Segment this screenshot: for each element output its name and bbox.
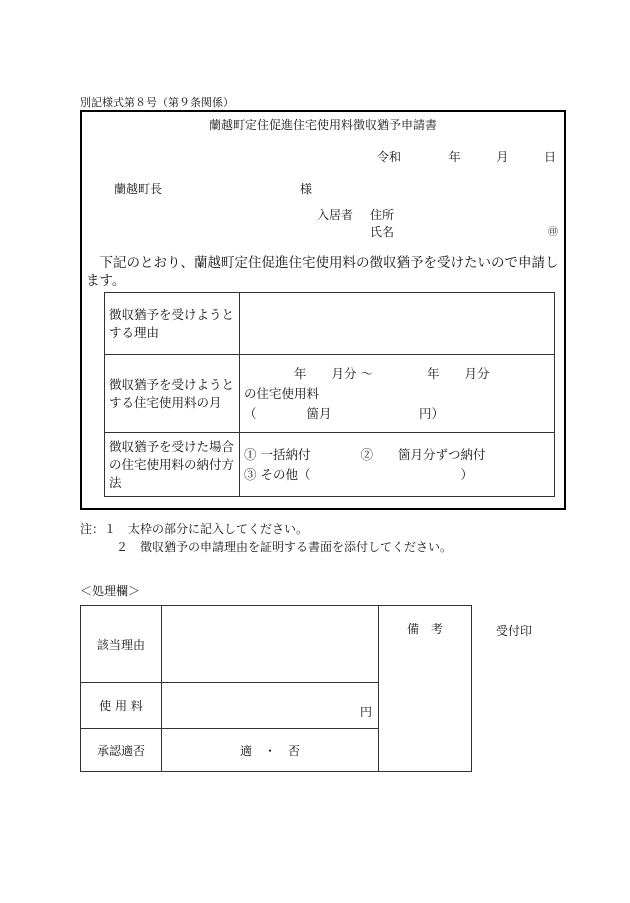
months-range-line: 年 月分 ～ 年 月分	[244, 365, 490, 381]
request-statement: 下記のとおり、蘭越町定住促進住宅使用料の徴収猶予を受けたいので申請します。	[86, 255, 559, 289]
addressee-title: 蘭越町長	[114, 182, 163, 196]
approval-field[interactable]	[162, 729, 379, 772]
months-fee-line: の住宅使用料	[244, 385, 320, 401]
receipt-stamp-label: 受付印	[496, 624, 533, 638]
approval-label: 承認適否	[81, 729, 162, 772]
table-row	[105, 355, 555, 433]
note-2: ２ 徴収猶予の申請理由を証明する書面を添付してください。	[80, 540, 453, 554]
form-number-label: 別記様式第８号（第９条関係）	[80, 96, 234, 109]
date-day: 日	[543, 150, 556, 164]
fee-label: 使 用 料	[81, 683, 162, 729]
remarks-label: 備 考	[406, 622, 443, 636]
name-label: 氏名	[370, 225, 395, 239]
months-amount-line: （ 箇月 円）	[244, 405, 445, 421]
addressee-honorific: 様	[300, 182, 313, 196]
form-title: 蘭越町定住促進住宅使用料徴収猶予申請書	[208, 118, 437, 132]
payment-method-field[interactable]	[240, 433, 555, 497]
payment-method-label: 徴収猶予を受けた場合の住宅使用料の納付方法	[105, 433, 240, 497]
fee-field[interactable]	[162, 683, 379, 729]
seal-mark: ㊞	[548, 227, 558, 238]
table-row	[105, 293, 555, 355]
processing-header: ＜処理欄＞	[80, 584, 141, 598]
fee-unit: 円	[359, 705, 372, 719]
table-row	[81, 606, 472, 683]
approval-options: 適 ・ 否	[239, 743, 300, 758]
payment-option-line-1: ① 一括納付 ② 箇月分ずつ納付	[244, 446, 486, 462]
months-field[interactable]	[240, 355, 555, 433]
months-label: 徴収猶予を受けようとする住宅使用料の月	[105, 355, 240, 433]
application-frame	[80, 110, 566, 510]
date-era: 令和	[376, 150, 401, 164]
table-row	[105, 433, 555, 497]
date-year: 年	[448, 150, 461, 164]
request-details-table	[104, 292, 555, 497]
date-month: 月	[496, 150, 509, 164]
date-row	[377, 148, 556, 165]
applicant-label: 入居者	[317, 208, 354, 222]
notes	[80, 520, 452, 556]
reason-code-field[interactable]	[162, 606, 379, 683]
processing-table	[80, 605, 472, 772]
note-1: 注：１ 太枠の部分に記入してください。	[80, 522, 309, 536]
reason-label: 徴収猶予を受けようとする理由	[105, 293, 240, 355]
payment-option-line-2: ③ その他（ ）	[244, 466, 473, 482]
reason-code-label: 該当理由	[81, 606, 162, 683]
reason-field[interactable]	[240, 293, 555, 355]
remarks-cell[interactable]	[379, 606, 472, 772]
address-label: 住所	[370, 208, 395, 222]
